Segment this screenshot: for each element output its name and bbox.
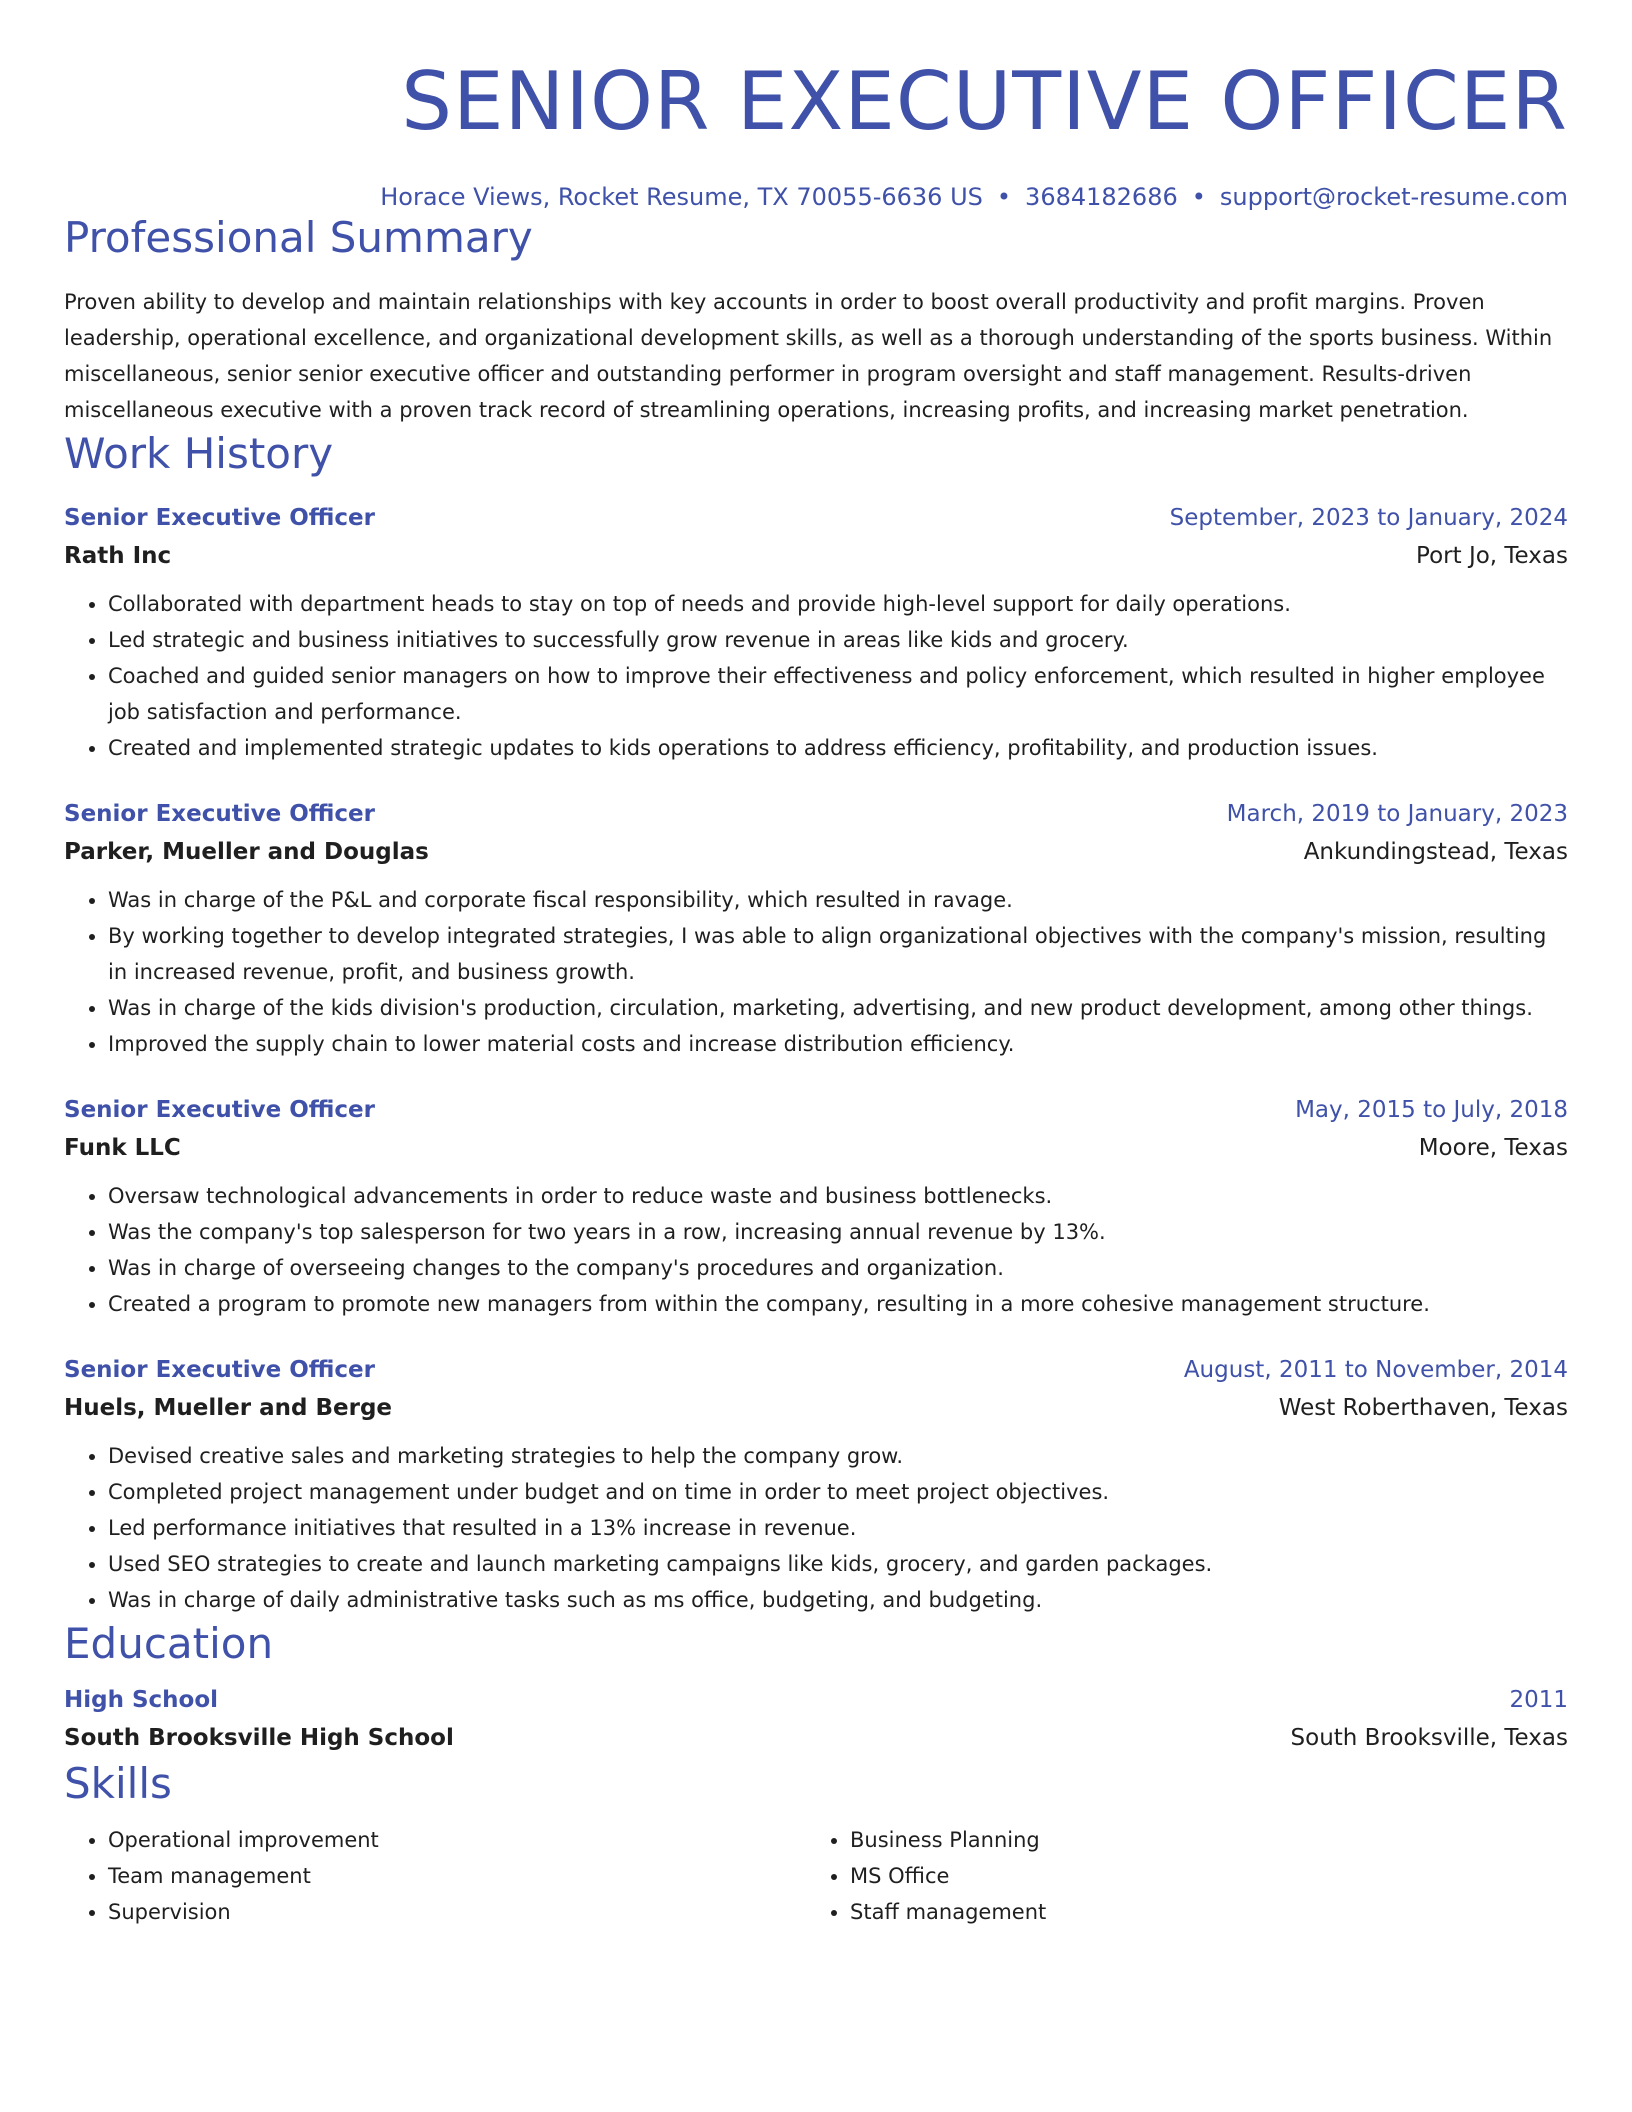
contact-line [64, 182, 1568, 212]
education-school: South Brooksville High School [64, 1725, 454, 1751]
job-bullet: • Coached and guided senior managers on how to improve their effectiveness and policy enforcement, which resulted in higher employee job satisfaction and performance. [108, 658, 1568, 730]
job-company: Funk LLC [64, 1135, 181, 1161]
skills-list [64, 1822, 1568, 1930]
job-title: Senior Executive Officer [64, 505, 375, 531]
contact-separator: • [1191, 183, 1206, 211]
skills-heading: Skills [64, 1759, 172, 1808]
job-dates: August, 2011 to November, 2014 [1183, 1357, 1568, 1383]
job-bullet: • Was in charge of daily administrative tasks such as ms office, budgeting, and budgeting. [108, 1582, 1568, 1618]
job-bullet: • By working together to develop integrated strategies, I was able to align organizational objectives with the company's mission, resulting in increased revenue, profit, and business growth. [108, 918, 1568, 990]
job-bullet: • Collaborated with department heads to stay on top of needs and provide high-level support for daily operations. [108, 586, 1568, 622]
job-bullet: • Led performance initiatives that resulted in a 13% increase in revenue. [108, 1510, 1568, 1546]
skill-item: • Business Planning [850, 1822, 1548, 1858]
job-bullets [64, 882, 1568, 1062]
job-title: Senior Executive Officer [64, 1097, 375, 1123]
job-bullets [64, 1438, 1568, 1618]
job-bullet: • Created a program to promote new managers from within the company, resulting in a more cohesive management structure. [108, 1286, 1568, 1322]
job-bullet: • Was in charge of the P&L and corporate fiscal responsibility, which resulted in ravage. [108, 882, 1568, 918]
education-location: South Brooksville, Texas [1290, 1725, 1568, 1751]
job-bullet: • Oversaw technological advancements in order to reduce waste and business bottlenecks. [108, 1178, 1568, 1214]
job-bullet: • Created and implemented strategic updates to kids operations to address efficiency, profitability, and production issues. [108, 730, 1568, 766]
job-dates: March, 2019 to January, 2023 [1226, 801, 1568, 827]
summary-text: Proven ability to develop and maintain relationships with key accounts in order to boost overall productivity and profit margins. Proven leadership, operational excellence, and organizational development skills, as well as a thorough understanding of the sports business. Within miscellaneous, senior senior executive officer and outstanding performer in program oversight and staff management. Results-driven miscellaneous executive with a proven track record of streamlining operations, increasing profits, and increasing market penetration. [64, 290, 1553, 422]
job-location: West Roberthaven, Texas [1278, 1395, 1568, 1421]
job-bullet: • Was in charge of the kids division's production, circulation, marketing, advertising, and new product development, among other things. [108, 990, 1568, 1026]
contact-separator: • [996, 183, 1012, 211]
summary-heading: Professional Summary [64, 213, 533, 262]
job-entry [64, 500, 1568, 766]
job-dates: May, 2015 to July, 2018 [1295, 1097, 1568, 1123]
job-title: Senior Executive Officer [64, 801, 375, 827]
job-bullet: • Was the company's top salesperson for two years in a row, increasing annual revenue by 13%. [108, 1214, 1568, 1250]
job-entry [64, 1092, 1568, 1322]
resume-name: SENIOR EXECUTIVE OFFICER [401, 55, 1568, 148]
job-dates: September, 2023 to January, 2024 [1169, 505, 1568, 531]
job-entry [64, 796, 1568, 1062]
job-company: Rath Inc [64, 543, 172, 569]
skill-item: • Operational improvement [108, 1822, 806, 1858]
job-location: Ankundingstead, Texas [1303, 839, 1568, 865]
skill-item: • Team management [108, 1858, 806, 1894]
skills-column-left [64, 1822, 806, 1930]
education-degree: High School [64, 1687, 219, 1713]
job-company: Huels, Mueller and Berge [64, 1395, 393, 1421]
job-company: Parker, Mueller and Douglas [64, 839, 429, 865]
work-history-heading: Work History [64, 429, 334, 478]
job-bullet: • Improved the supply chain to lower material costs and increase distribution efficiency. [108, 1026, 1568, 1062]
skills-column-right [806, 1822, 1548, 1930]
skill-item: • Supervision [108, 1894, 806, 1930]
job-location: Moore, Texas [1418, 1135, 1568, 1161]
job-bullets [64, 586, 1568, 766]
education-heading: Education [64, 1619, 274, 1668]
job-bullet: • Used SEO strategies to create and launch marketing campaigns like kids, grocery, and garden packages. [108, 1546, 1568, 1582]
contact-email: support@rocket-resume.com [1219, 183, 1568, 211]
contact-phone: 3684182686 [1025, 183, 1178, 211]
education-entry [64, 1682, 1568, 1758]
job-title: Senior Executive Officer [64, 1357, 375, 1383]
job-bullet: • Completed project management under budget and on time in order to meet project objectives. [108, 1474, 1568, 1510]
job-entry [64, 1352, 1568, 1618]
job-bullets [64, 1178, 1568, 1322]
education-year: 2011 [1509, 1687, 1568, 1713]
contact-address: Horace Views, Rocket Resume, TX 70055-6636 US [380, 183, 983, 211]
job-location: Port Jo, Texas [1416, 543, 1568, 569]
skill-item: • MS Office [850, 1858, 1548, 1894]
job-bullet: • Devised creative sales and marketing strategies to help the company grow. [108, 1438, 1568, 1474]
job-bullet: • Was in charge of overseeing changes to the company's procedures and organization. [108, 1250, 1568, 1286]
job-bullet: • Led strategic and business initiatives to successfully grow revenue in areas like kids and grocery. [108, 622, 1568, 658]
skill-item: • Staff management [850, 1894, 1548, 1930]
